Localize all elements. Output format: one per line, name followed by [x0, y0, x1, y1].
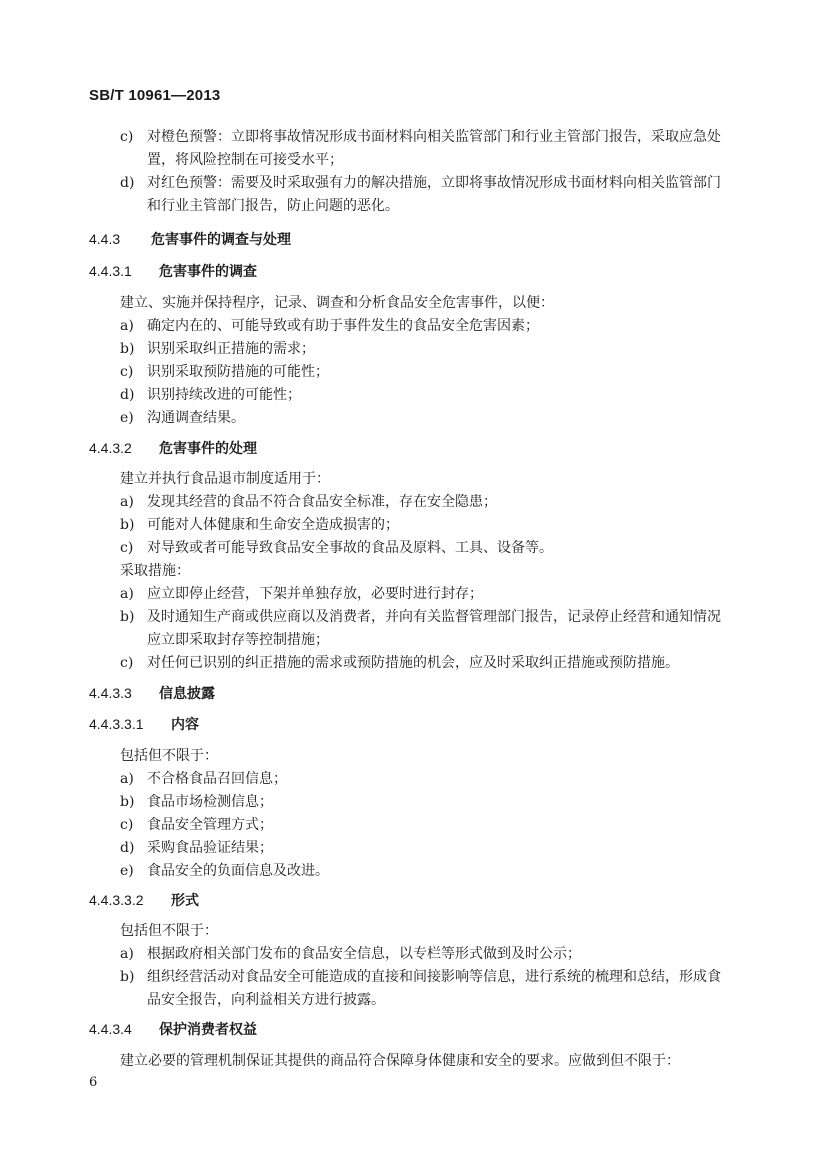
list-marker: b): [120, 609, 135, 625]
list-marker: a): [120, 946, 134, 962]
list-item: 沟通调查结果。: [147, 410, 245, 426]
list-marker: d): [120, 175, 135, 191]
section-heading: 4.4.3.4 保护消费者权益: [89, 1021, 257, 1038]
list-marker: d): [120, 840, 135, 856]
list-item: 对导致或者可能导致食品安全事故的食品及原料、工具、设备等。: [147, 540, 553, 556]
list-item: 食品市场检测信息；: [147, 794, 273, 810]
list-item-cont: 品安全报告，向利益相关方进行披露。: [147, 992, 385, 1008]
list-item: 食品安全的负面信息及改进。: [147, 863, 329, 879]
list-item: 识别持续改进的可能性；: [147, 387, 301, 403]
list-marker: a): [120, 771, 134, 787]
list-item: 组织经营活动对食品安全可能造成的直接和间接影响等信息，进行系统的梳理和总结，形成食: [147, 969, 721, 985]
section-heading: 4.4.3.3.1 内容: [89, 716, 199, 733]
paragraph: 包括但不限于：: [120, 748, 218, 764]
paragraph: 建立必要的管理机制保证其提供的商品符合保障身体健康和安全的要求。应做到但不限于：: [120, 1053, 680, 1069]
list-marker: a): [120, 494, 134, 510]
list-item-cont: 和行业主管部门报告，防止问题的恶化。: [147, 198, 399, 214]
list-item: 应立即停止经营，下架并单独存放，必要时进行封存；: [147, 586, 483, 602]
list-marker: b): [120, 341, 135, 357]
list-item: 对任何已识别的纠正措施的需求或预防措施的机会，应及时采取纠正措施或预防措施。: [147, 655, 679, 671]
paragraph: 采取措施：: [120, 563, 190, 579]
section-heading: 4.4.3 危害事件的调查与处理: [89, 231, 291, 248]
list-item: 对橙色预警：立即将事故情况形成书面材料向相关监管部门和行业主管部门报告，采取应急处: [147, 129, 721, 145]
list-item: 对红色预警：需要及时采取强有力的解决措施，立即将事故情况形成书面材料向相关监管部门: [147, 175, 721, 191]
list-marker: b): [120, 517, 135, 533]
list-item: 发现其经营的食品不符合食品安全标准，存在安全隐患；: [147, 494, 497, 510]
list-marker: b): [120, 794, 135, 810]
list-item: 识别采取预防措施的可能性；: [147, 364, 329, 380]
list-item: 识别采取纠正措施的需求；: [147, 341, 315, 357]
list-item-cont: 应立即采取封存等控制措施；: [147, 632, 329, 648]
list-marker: c): [120, 540, 134, 556]
list-item: 及时通知生产商或供应商以及消费者，并向有关监督管理部门报告，记录停止经营和通知情况: [147, 609, 721, 625]
list-marker: a): [120, 318, 134, 334]
section-heading: 4.4.3.2 危害事件的处理: [89, 440, 257, 457]
list-marker: e): [120, 863, 134, 879]
list-item: 食品安全管理方式；: [147, 817, 273, 833]
list-marker: d): [120, 387, 135, 403]
paragraph: 包括但不限于：: [120, 923, 218, 939]
list-item: 不合格食品召回信息；: [147, 771, 287, 787]
list-marker: e): [120, 410, 134, 426]
section-heading: 4.4.3.1 危害事件的调查: [89, 263, 257, 280]
list-marker: c): [120, 364, 134, 380]
list-marker: c): [120, 129, 134, 145]
list-marker: a): [120, 586, 134, 602]
list-item-cont: 置，将风险控制在可接受水平；: [147, 152, 343, 168]
list-item: 可能对人体健康和生命安全造成损害的；: [147, 517, 399, 533]
list-item: 确定内在的、可能导致或有助于事件发生的食品安全危害因素；: [147, 318, 539, 334]
section-heading: 4.4.3.3 信息披露: [89, 685, 215, 702]
list-item: 根据政府相关部门发布的食品安全信息，以专栏等形式做到及时公示；: [147, 946, 581, 962]
paragraph: 建立并执行食品退市制度适用于：: [120, 471, 330, 487]
paragraph: 建立、实施并保持程序，记录、调查和分析食品安全危害事件，以便：: [120, 295, 554, 311]
page-number: 6: [89, 1075, 98, 1090]
list-marker: c): [120, 655, 134, 671]
section-heading: 4.4.3.3.2 形式: [89, 892, 199, 909]
list-marker: b): [120, 969, 135, 985]
standard-id: SB/T 10961—2013: [89, 87, 221, 104]
list-item: 采购食品验证结果；: [147, 840, 273, 856]
list-marker: c): [120, 817, 134, 833]
